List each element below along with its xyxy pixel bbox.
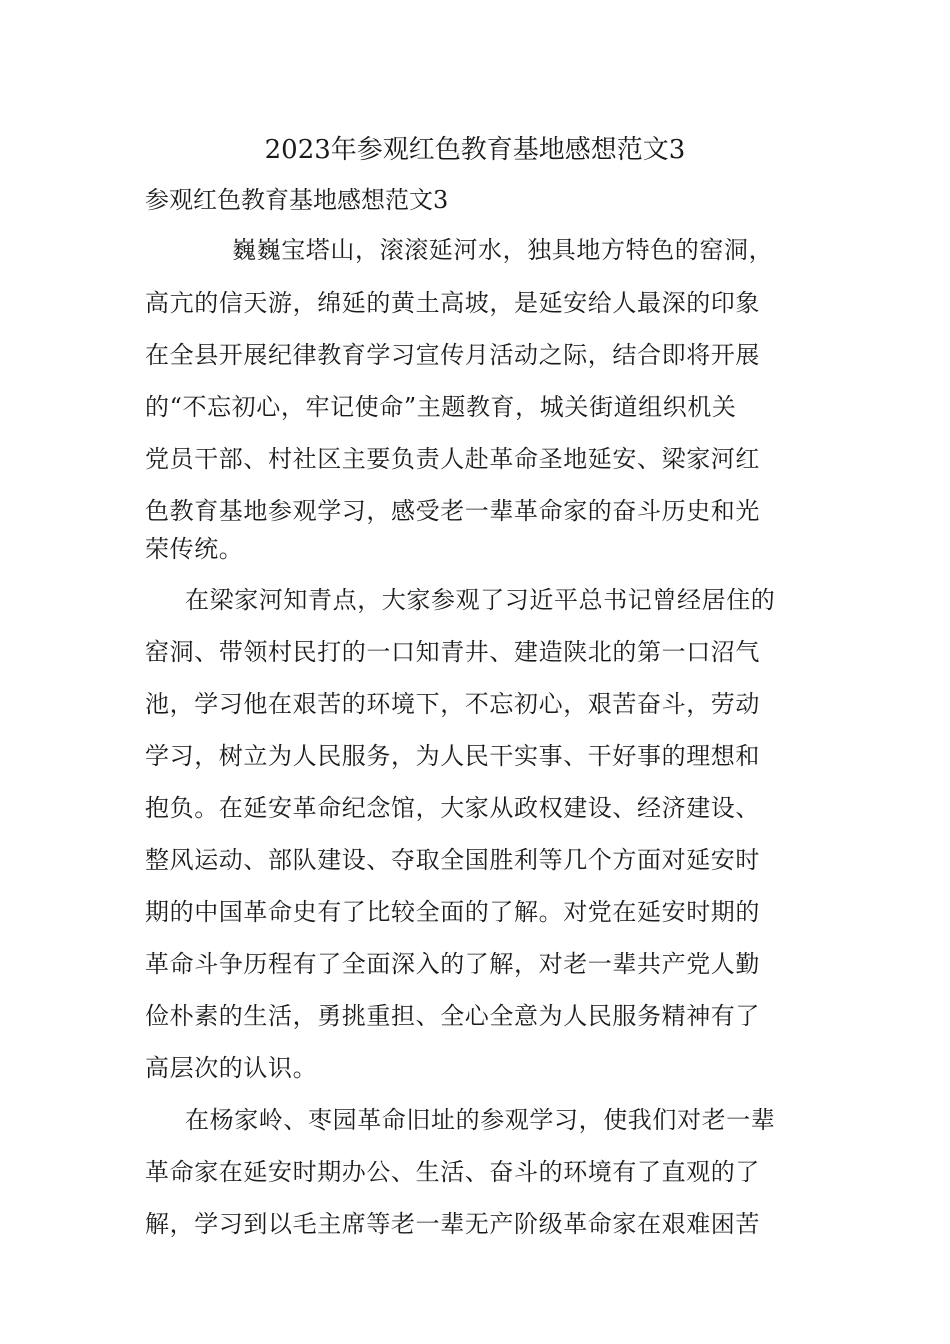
paragraph-1-line-5: 党员干部、村社区主要负责人赴革命圣地延安、梁家河红 <box>145 445 760 473</box>
paragraph-2-line-9: 俭朴素的生活，勇挑重担、全心全意为人民服务精神有了 <box>145 1002 760 1030</box>
paragraph-2-line-8: 革命斗争历程有了全面深入的了解，对老一辈共产党人勤 <box>145 950 760 978</box>
paragraph-2-line-3: 池，学习他在艰苦的环境下，不忘初心，艰苦奋斗，劳动 <box>145 690 760 718</box>
paragraph-1-line-7: 荣传统。 <box>145 535 244 563</box>
paragraph-2-line-7: 期的中国革命史有了比较全面的了解。对党在延安时期的 <box>145 898 760 926</box>
paragraph-3-line-2: 革命家在延安时期办公、生活、奋斗的环境有了直观的了 <box>145 1158 760 1186</box>
paragraph-3-line-1: 在杨家岭、枣园革命旧址的参观学习，使我们对老一辈 <box>185 1106 776 1134</box>
paragraph-1-line-2: 高亢的信天游，绵延的黄土高坡，是延安给人最深的印象 <box>145 289 760 317</box>
paragraph-2-line-2: 窑洞、带领村民打的一口知青井、建造陕北的第一口沼气 <box>145 638 760 666</box>
paragraph-2-line-6: 整风运动、部队建设、夺取全国胜利等几个方面对延安时 <box>145 846 760 874</box>
paragraph-1-line-1: 巍巍宝塔山，滚滚延河水，独具地方特色的窑洞， <box>232 236 774 264</box>
document-subtitle: 参观红色教育基地感想范文3 <box>145 186 449 214</box>
paragraph-1-line-3: 在全县开展纪律教育学习宣传月活动之际，结合即将开展 <box>145 341 760 369</box>
paragraph-1-line-6: 色教育基地参观学习，感受老一辈革命家的奋斗历史和光 <box>145 497 760 525</box>
paragraph-2-line-10: 高层次的认识。 <box>145 1054 318 1082</box>
paragraph-2-line-4: 学习，树立为人民服务，为人民干实事、干好事的理想和 <box>145 742 760 770</box>
paragraph-2-line-5: 抱负。在延安革命纪念馆，大家从政权建设、经济建设、 <box>145 794 760 822</box>
paragraph-3-line-3: 解，学习到以毛主席等老一辈无产阶级革命家在艰难困苦 <box>145 1210 760 1238</box>
document-title: 2023年参观红色教育基地感想范文3 <box>264 135 686 165</box>
paragraph-2-line-1: 在梁家河知青点，大家参观了习近平总书记曾经居住的 <box>185 586 776 614</box>
paragraph-1-line-4: 的“不忘初心，牢记使命”主题教育，城关街道组织机关 <box>145 393 737 421</box>
